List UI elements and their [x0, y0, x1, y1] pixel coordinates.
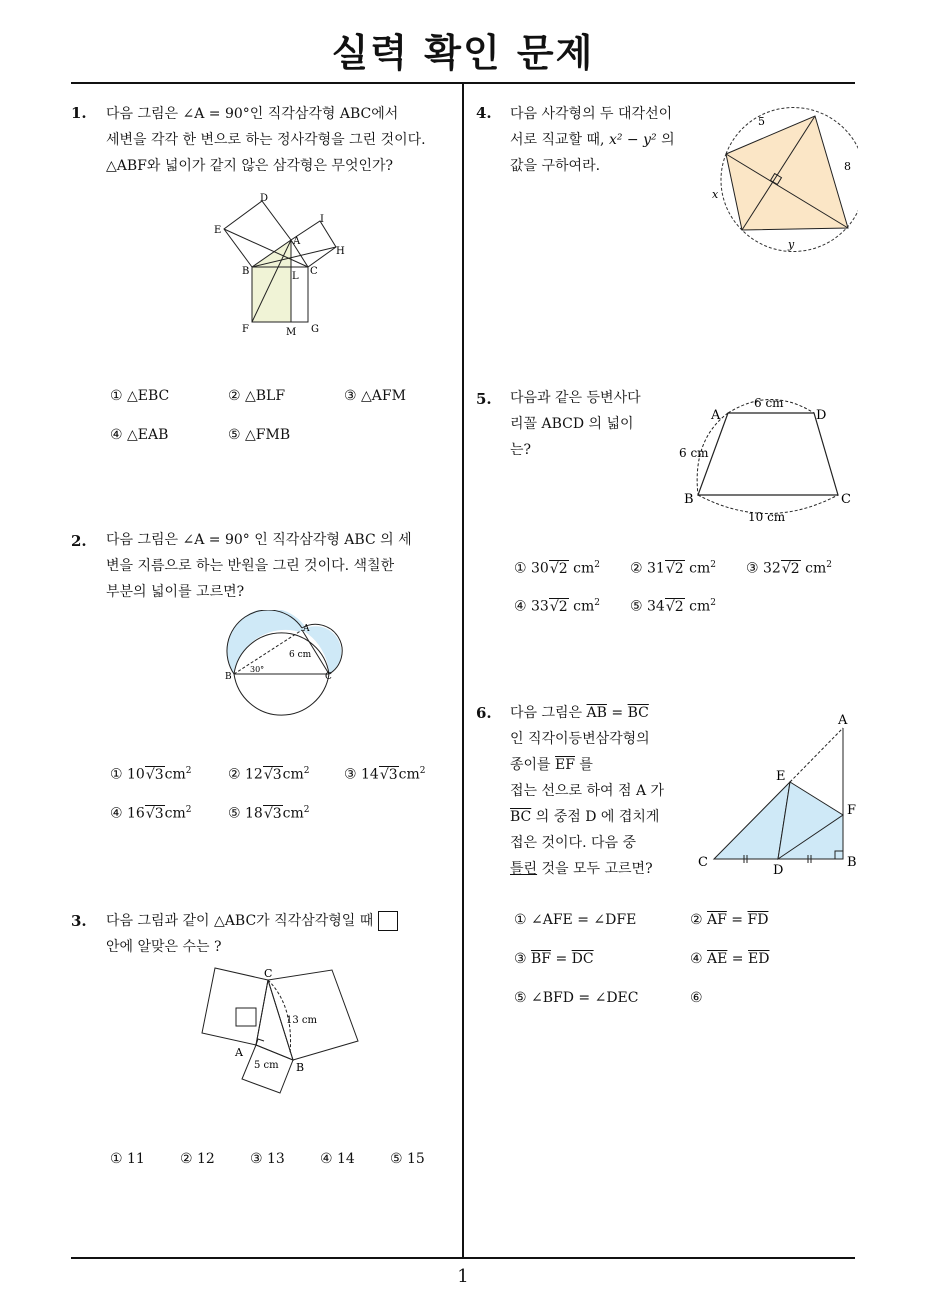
svg-text:8: 8 [844, 160, 851, 173]
svg-text:x: x [712, 188, 719, 201]
question-text: 다음 그림은 ∠A = 90° 인 직각삼각형 ABC 의 세 변을 지름으로 하는 반원을 그린 것이다. 색칠한 부분의 넓이를 고르면? [106, 532, 412, 600]
choice-5[interactable]: ⑤ $18√3cm^2$ [228, 805, 310, 822]
choice-1[interactable]: ① $10√3cm^2$ [110, 766, 192, 783]
svg-text:B: B [684, 492, 694, 507]
svg-text:H: H [336, 246, 345, 257]
semicircle-figure [222, 610, 352, 722]
folded-triangle-figure [692, 708, 864, 880]
svg-text:C: C [310, 266, 318, 277]
svg-text:A: A [303, 624, 310, 634]
choice-3[interactable]: ③ $\overline{BF} = \overline{DC}$ [514, 951, 594, 967]
svg-text:M: M [286, 327, 297, 338]
svg-text:30°: 30° [250, 665, 265, 674]
svg-text:A: A [235, 1046, 243, 1059]
choice-6[interactable]: ⑥ [690, 990, 703, 1006]
choice-2[interactable]: ② 12 [180, 1151, 215, 1167]
choice-5[interactable]: ⑤ △FMB [228, 427, 291, 443]
question-text: 다음 그림과 같이 △ABC가 직각삼각형일 때 안에 알맞은 수는 ? [106, 908, 398, 960]
question-text: 다음과 같은 등변사다 리꼴 ABCD 의 넓이 는? [510, 390, 641, 458]
question-number: 1. [71, 104, 87, 122]
question-number: 6. [476, 704, 492, 722]
svg-text:A: A [838, 713, 848, 728]
choice-1[interactable]: ① ∠AFE = ∠DFE [514, 912, 637, 928]
svg-text:E: E [214, 225, 222, 236]
svg-text:5 cm: 5 cm [254, 1060, 279, 1071]
bottom-rule [71, 1257, 855, 1259]
label-D: D [260, 193, 269, 204]
choice-4[interactable]: ④ $\overline{AE} = \overline{ED}$ [690, 951, 770, 967]
svg-text:A: A [293, 236, 301, 247]
svg-text:F: F [242, 324, 249, 335]
svg-text:C: C [841, 492, 851, 507]
svg-text:I: I [320, 214, 324, 225]
choice-1[interactable]: ① 11 [110, 1151, 145, 1167]
svg-text:y: y [788, 238, 795, 251]
svg-text:C: C [698, 855, 708, 870]
question-number: 2. [71, 532, 87, 550]
svg-text:10 cm: 10 cm [748, 510, 786, 524]
three-squares-figure [198, 966, 368, 1098]
column-divider [462, 83, 464, 1258]
svg-text:F: F [847, 803, 857, 818]
choice-4[interactable]: ④ 14 [320, 1151, 355, 1167]
choice-3[interactable]: ③ 32√2 $cm^2$ [746, 560, 832, 577]
choice-2[interactable]: ② 31√2 $cm^2$ [630, 560, 716, 577]
page-title: 실력 확인 문제 [331, 31, 595, 75]
choice-1[interactable]: ① 30√2 $cm^2$ [514, 560, 600, 577]
svg-text:6 cm: 6 cm [754, 396, 784, 410]
svg-text:A: A [711, 408, 721, 423]
quadrilateral-figure [706, 102, 858, 252]
svg-text:D: D [816, 408, 827, 423]
trapezoid-figure [678, 392, 860, 527]
svg-text:C: C [264, 967, 273, 980]
choice-5[interactable]: ⑤ ∠BFD = ∠DEC [514, 990, 639, 1006]
choice-2[interactable]: ② $12√3cm^2$ [228, 766, 310, 783]
choice-3[interactable]: ③ △AFM [344, 388, 406, 404]
svg-text:B: B [847, 855, 857, 870]
question-text: 다음 그림은 ∠A = 90°인 직각삼각형 ABC에서 세변을 각각 한 변으로 하는 정사각형을 그린 것이다. △ABF와 넓이가 같지 않은 삼각형은 무엇인가? [106, 106, 426, 174]
choice-5[interactable]: ⑤ 15 [390, 1151, 425, 1167]
svg-text:13 cm: 13 cm [286, 1015, 317, 1026]
svg-text:6 cm: 6 cm [289, 650, 312, 660]
answer-box [378, 911, 398, 931]
svg-text:G: G [311, 324, 319, 335]
question-text: 다음 사각형의 두 대각선이 서로 직교할 때, x² − y² 의 값을 구하여라. [510, 106, 675, 174]
choice-3[interactable]: ③ 13 [250, 1151, 285, 1167]
svg-text:D: D [773, 863, 784, 878]
page-number: 1 [457, 1266, 469, 1287]
choice-2[interactable]: ② △BLF [228, 388, 286, 404]
svg-text:B: B [242, 266, 250, 277]
pythagoras-figure [205, 188, 355, 338]
svg-text:5: 5 [758, 115, 765, 128]
svg-text:C: C [325, 672, 332, 682]
svg-text:B: B [225, 672, 232, 682]
svg-text:6 cm: 6 cm [679, 446, 709, 460]
svg-text:E: E [776, 769, 786, 784]
choice-4[interactable]: ④ $16√3cm^2$ [110, 805, 192, 822]
question-number: 3. [71, 912, 87, 930]
choice-4[interactable]: ④ 33√2 $cm^2$ [514, 598, 600, 615]
choice-4[interactable]: ④ △EAB [110, 427, 169, 443]
question-text: 다음 그림은 $\overline{AB} = \overline{BC}$ 인 직각이등변삼각형의 종이를 $\overline{EF}$ 를 접는 선으로 하여 점 A 가 $\overline{BC}$ 의 중점 D 에 겹치게 접은 것이다. 다음 중 틀린 것을 모두 고르면? [510, 705, 665, 877]
choice-3[interactable]: ③ $14√3cm^2$ [344, 766, 426, 783]
svg-text:L: L [292, 271, 299, 282]
choice-2[interactable]: ② $\overline{AF} = \overline{FD}$ [690, 912, 769, 928]
question-number: 5. [476, 390, 492, 408]
choice-5[interactable]: ⑤ 34√2 $cm^2$ [630, 598, 716, 615]
svg-text:B: B [296, 1061, 305, 1074]
choice-1[interactable]: ① △EBC [110, 388, 170, 404]
question-number: 4. [476, 104, 492, 122]
